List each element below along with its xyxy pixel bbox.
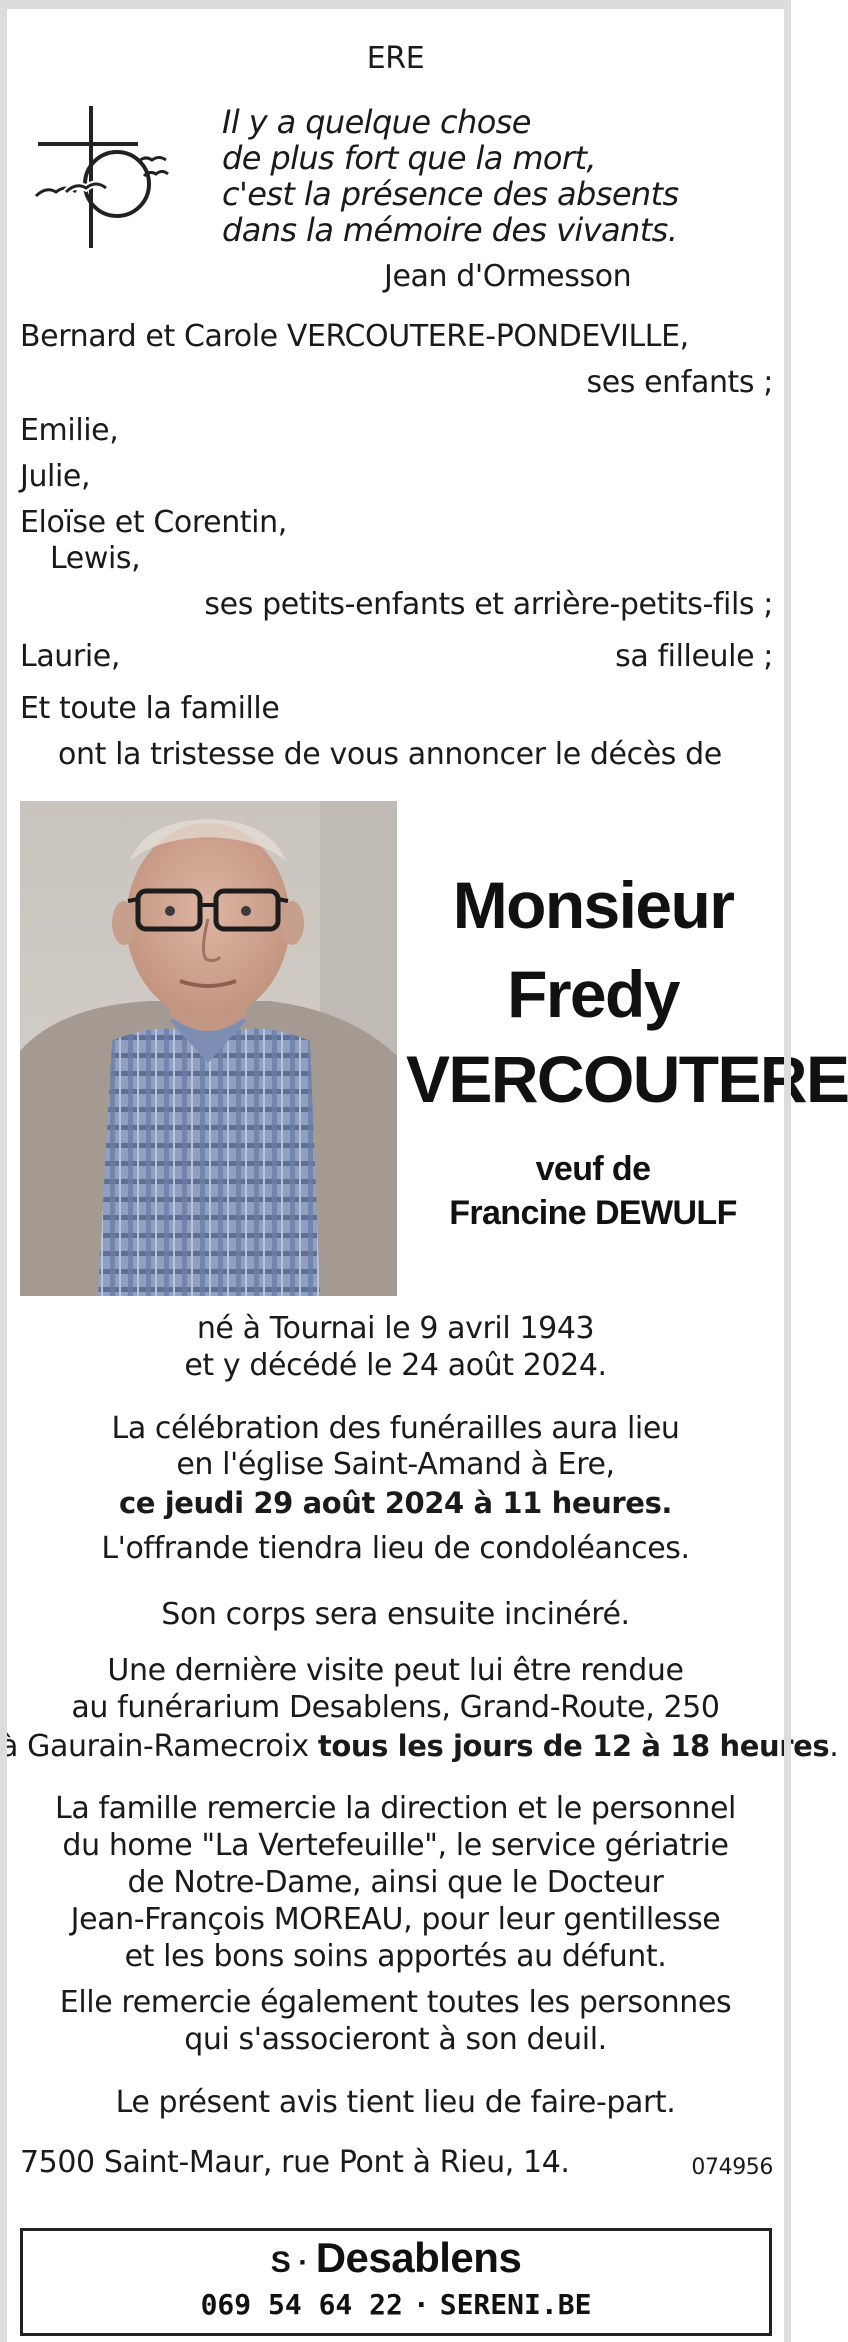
quote-line-3: c'est la présence des absents [222, 175, 679, 213]
goddaughter-name: Laurie, [20, 639, 120, 674]
ceremony-line-1: La célébration des funérailles aura lieu [111, 1411, 680, 1446]
visit-hours: tous les jours de 12 à 18 heures [317, 1729, 830, 1763]
grandchild-2: Julie, [20, 459, 91, 494]
contact-dot: · [412, 2288, 430, 2321]
visit-line-1: Une dernière visite peut lui être rendue [107, 1653, 684, 1688]
funeral-home-phone: 069 54 64 22 [200, 2288, 403, 2321]
birth-line: né à Tournai le 9 avril 1943 [196, 1311, 595, 1346]
deceased-title: Monsieur [452, 868, 734, 942]
grandchild-1: Emilie, [20, 413, 119, 448]
cremation-line: Son corps sera ensuite incinéré. [161, 1597, 630, 1632]
grandchildren-role: ses petits-enfants et arrière-petits-fils ; [204, 587, 773, 622]
spouse-name: Francine DEWULF [449, 1194, 737, 1232]
funeral-home-mark: S [270, 2246, 291, 2279]
death-line: et y décédé le 24 août 2024. [184, 1348, 607, 1383]
visit-line-2: au funérarium Desablens, Grand-Route, 250 [71, 1690, 720, 1725]
thanks-line-1: La famille remercie la direction et le personnel [55, 1791, 736, 1826]
funeral-home-logo [23, 2233, 769, 2288]
ceremony-date: ce jeudi 29 août 2024 à 11 heures. [118, 1486, 673, 1520]
thanks-all-line-1: Elle remercie également toutes les personnes [59, 1985, 732, 2020]
thanks-line-2: du home "La Vertefeuille", le service gériatrie [62, 1828, 729, 1863]
visit-line-3 [0, 1727, 839, 1766]
quote-author: Jean d'Ormesson [384, 259, 632, 294]
deceased-last-name: VERCOUTERE [406, 1042, 848, 1116]
announcement-text: ont la tristesse de vous annoncer le décès de [58, 737, 722, 772]
visit-period: . [829, 1729, 839, 1764]
funeral-home-box [20, 2228, 772, 2336]
funeral-home-contact [23, 2287, 769, 2323]
deceased-photo [20, 801, 397, 1296]
deceased-first-name: Fredy [507, 957, 679, 1031]
thanks-all-line-2: qui s'associeront à son deuil. [184, 2022, 607, 2057]
children-names: Bernard et Carole VERCOUTERE-PONDEVILLE, [20, 319, 689, 354]
widow-label: veuf de [535, 1150, 651, 1188]
address-line: 7500 Saint-Maur, rue Pont à Rieu, 14. [20, 2145, 570, 2180]
quote-line-1: Il y a quelque chose [222, 103, 531, 141]
reference-number: 074956 [691, 2155, 773, 2180]
children-role: ses enfants ; [586, 365, 773, 400]
cross-birds-icon [34, 104, 174, 250]
funeral-home-name: Desablens [315, 2234, 522, 2281]
visit-place: à Gaurain-Ramecroix [0, 1729, 318, 1764]
rest-of-family: Et toute la famille [20, 691, 280, 726]
thanks-line-4: Jean-François MOREAU, pour leur gentillesse [70, 1902, 721, 1937]
funeral-home-website: SERENI.BE [439, 2288, 592, 2321]
thanks-line-5: et les bons soins apportés au défunt. [124, 1939, 667, 1974]
goddaughter-role: sa filleule ; [615, 639, 773, 674]
thanks-line-3: de Notre-Dame, ainsi que le Docteur [127, 1865, 664, 1900]
quote-line-2: de plus fort que la mort, [222, 139, 596, 177]
notice-line: Le présent avis tient lieu de faire-part. [115, 2085, 676, 2120]
location-heading: ERE [366, 41, 425, 76]
quote-line-4: dans la mémoire des vivants. [222, 211, 678, 249]
logo-dot: · [298, 2246, 308, 2279]
grandchild-3: Eloïse et Corentin, [20, 505, 287, 540]
offering-line: L'offrande tiendra lieu de condoléances. [101, 1531, 690, 1566]
great-grandchild: Lewis, [50, 541, 141, 576]
ceremony-line-2: en l'église Saint-Amand à Ere, [176, 1447, 615, 1482]
